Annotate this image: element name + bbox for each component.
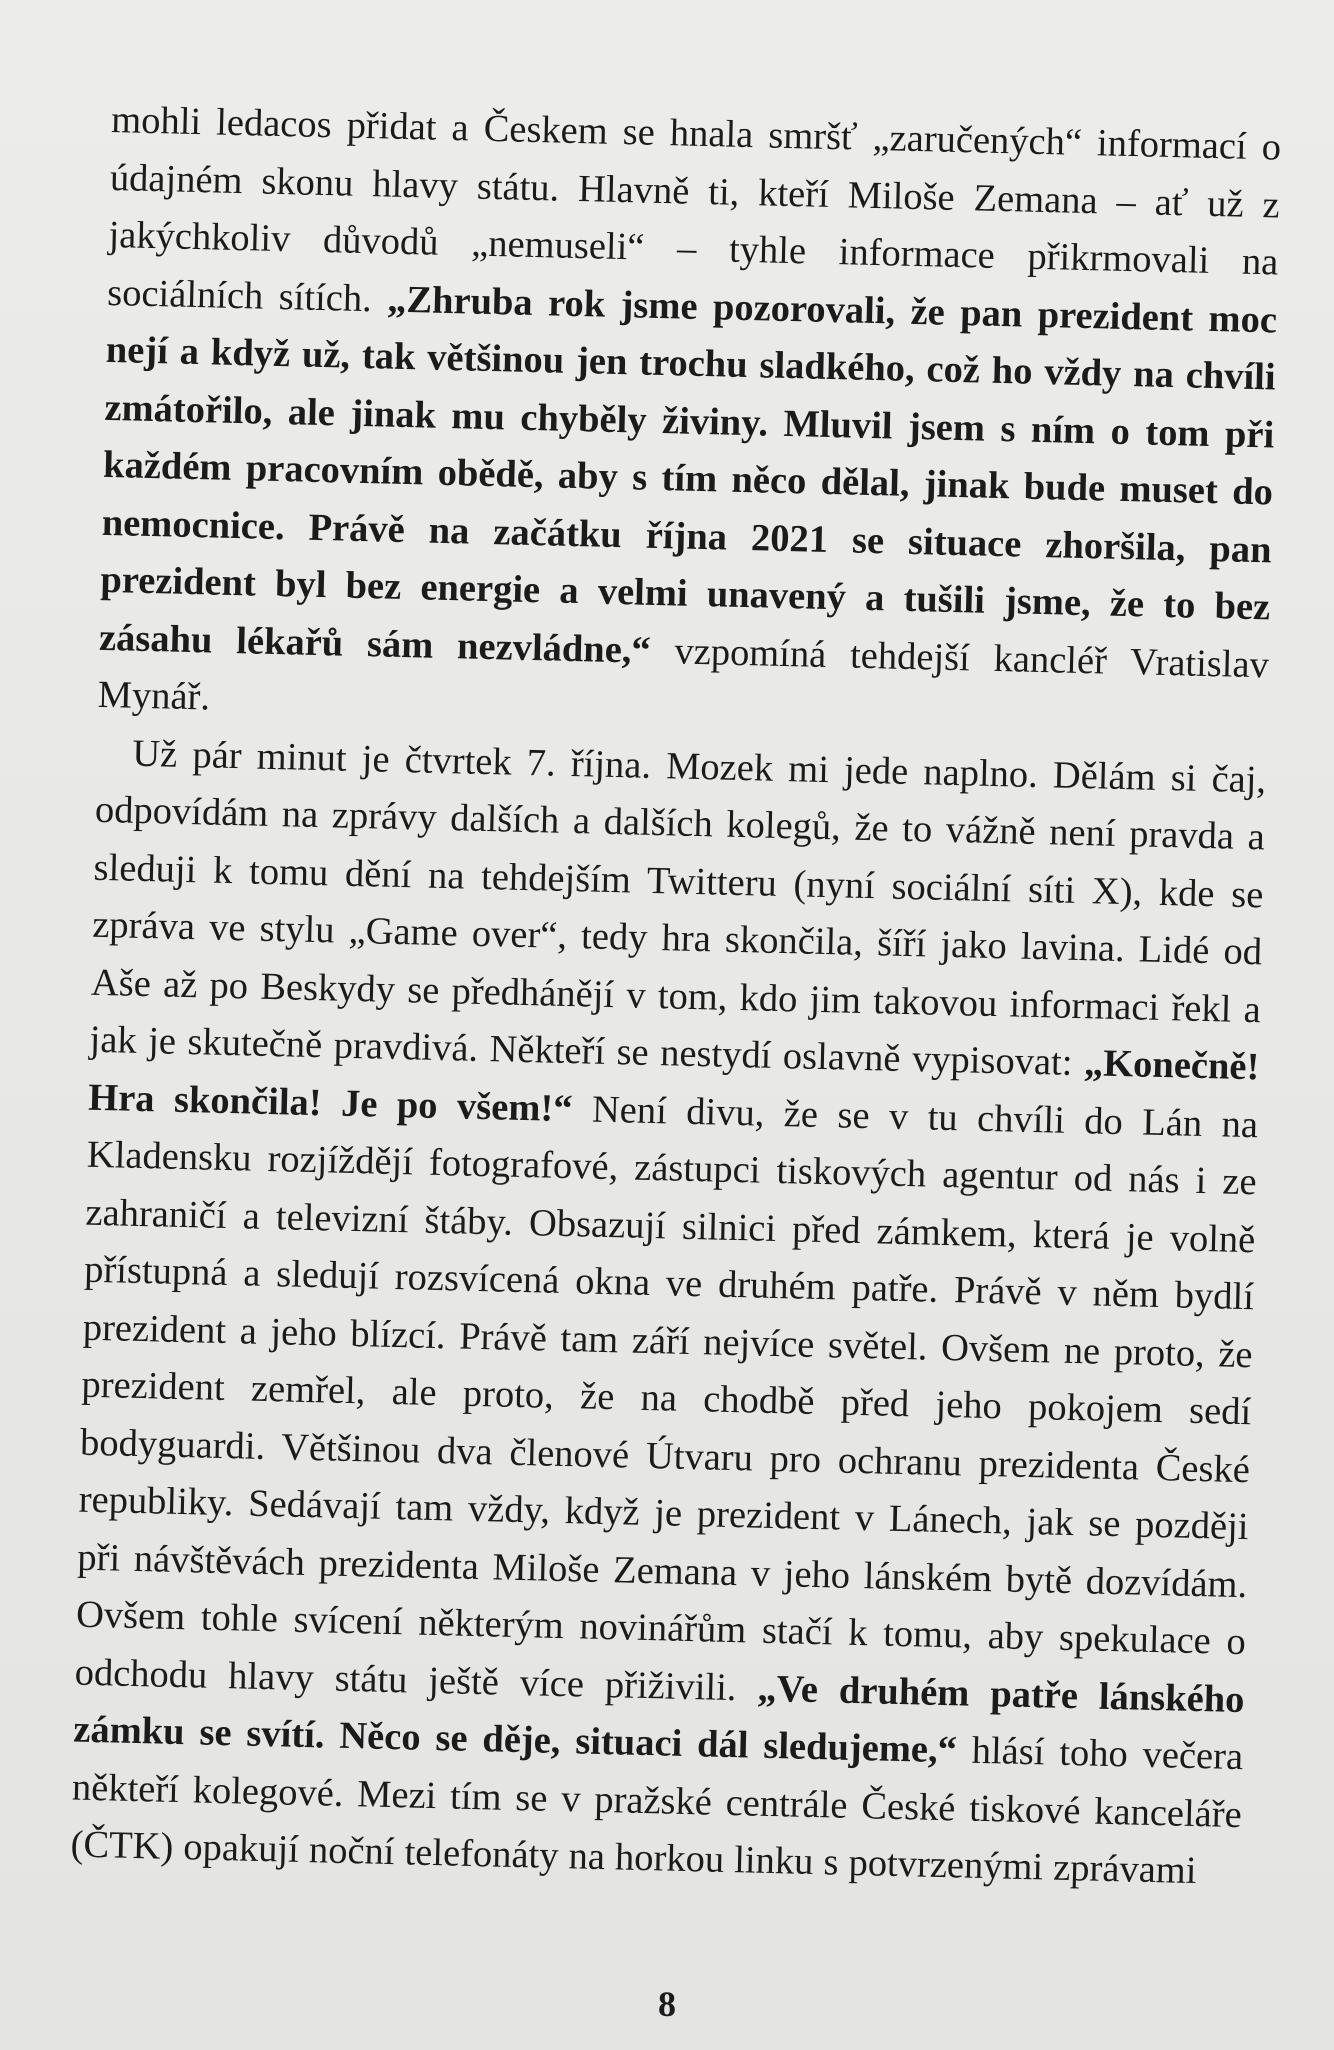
- quote-bold: „Ve druhém patře lánského zámku se svítí. Něco se děje, situaci dál sledujeme,“: [72, 1667, 1245, 1772]
- body-text: [70, 92, 1282, 1902]
- text-segment: Už pár minut je čtvrtek 7. října. Mozek mi jede naplno. Dělám si čaj, odpovídám na zprávy dalších a dalších kolegů, že to vážně není pravda a sleduji k tomu dění na tehdejším Twitteru (nyní sociální síti X), kde se zpráva ve stylu „Game over“, tedy hra skončila, šíří jako lavina. Lidé od Aše až po Beskydy se předhánějí v tom, kdo jim takovou informaci řekl a jak je skutečně pravdivá. Někteří se nestydí oslavně vypisovat:: [89, 732, 1267, 1085]
- paragraph-1: [97, 92, 1282, 752]
- paragraph-2: [70, 724, 1267, 1901]
- text-segment: vzpomíná tehdejší kancléř Vratislav Mynář.: [97, 629, 1270, 719]
- text-segment: hlásí toho večera někteří kolegové. Mezi tím se v pražské centrále České tiskové kanceláře (ČTK) opakují noční telefonáty na horkou linku s potvrzenými zprávami: [70, 1729, 1244, 1893]
- quote-bold: „Konečně! Hra skončila! Je po všem!“: [87, 1042, 1260, 1130]
- page-number: 8: [658, 1984, 676, 2024]
- text-segment: Není divu, že se v tu chvíli do Lán na Kladensku rozjíždějí fotografové, zástupci tiskových agentur od nás i ze zahraničí a televizní štáby. Obsazují silnici před zámkem, která je volně přístupná a sledují rozsvícená okna ve druhém patře. Právě v něm bydlí prezident a jeho blízcí. Právě tam září nejvíce světel. Ovšem ne proto, že prezident zemřel, ale proto, že na chodbě před jeho pokojem sedí bodyguardi. Většinou dva členové Útvaru pro ochranu prezidenta České republiky. Sedávají tam vždy, když je prezident v Lánech, jak se později při návštěvách prezidenta Miloše Zemana v jeho lánském bytě dozvídám. Ovšem tohle svícení některým novinářům stačí k tomu, aby spekulace o odchodu hlavy státu ještě více přiživili.: [74, 1087, 1259, 1710]
- quote-bold: „Zhruba rok jsme pozorovali, že pan prezident moc nejí a když už, tak většinou jen trochu sladkého, což ho vždy na chvíli zmátořilo, ale jinak mu chyběly živiny. Mluvil jsem s ním o tom při každém pracovním obědě, aby s tím něco dělal, jinak bude muset do nemocnice. Právě na začátku října 2021 se situace zhoršila, pan prezident byl bez energie a velmi unavený a tušili jsme, že to bez zásahu lékařů sám nezvládne,“: [98, 278, 1278, 672]
- text-segment: mohli ledacos přidat a Českem se hnala smršť „zaručených“ informací o údajném skonu hlavy státu. Hlavně ti, kteří Miloše Zemana – ať už z jakýchkoliv důvodů „nemuseli“ – tyhle informace přikrmovali na sociálních sítích.: [106, 98, 1282, 321]
